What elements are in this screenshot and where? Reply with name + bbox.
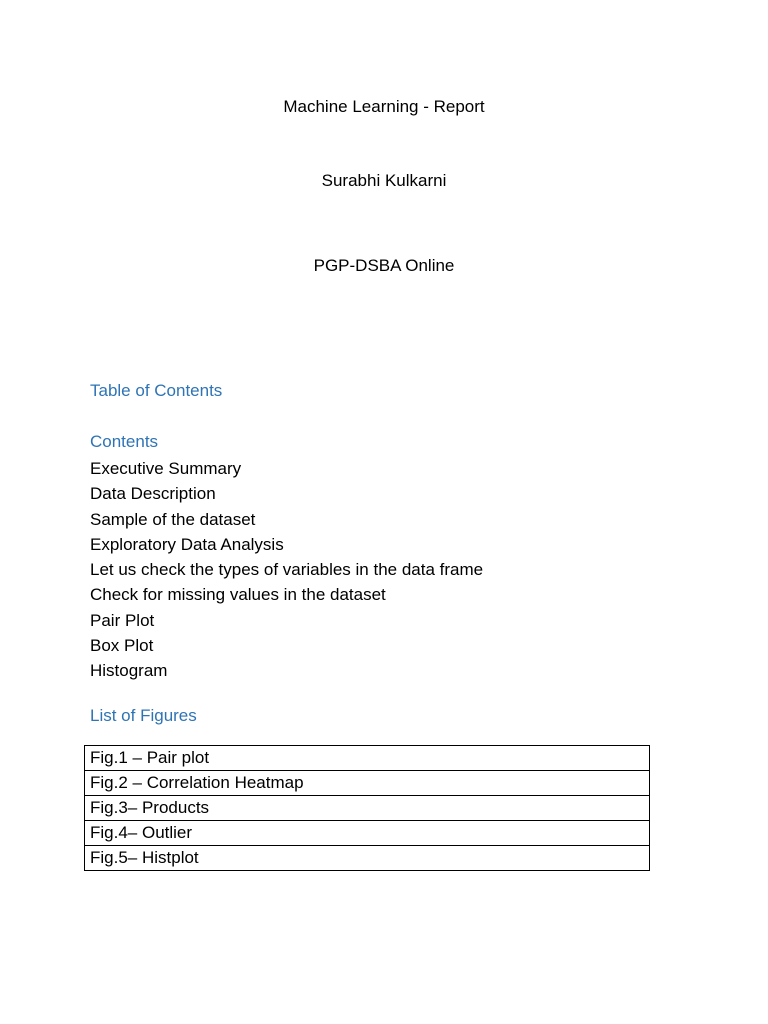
table-row bbox=[85, 746, 650, 771]
author-name: Surabhi Kulkarni bbox=[321, 171, 447, 190]
toc-list bbox=[90, 456, 483, 684]
toc-item-box-plot[interactable]: Box Plot bbox=[90, 636, 154, 656]
figure-entry-2: Fig.2 – Correlation Heatmap bbox=[85, 771, 650, 796]
toc-item-missing-values[interactable]: Check for missing values in the dataset bbox=[90, 585, 386, 605]
report-title: Machine Learning - Report bbox=[283, 97, 485, 116]
toc-item-exploratory-data-analysis[interactable]: Exploratory Data Analysis bbox=[90, 534, 284, 554]
figure-entry-1: Fig.1 – Pair plot bbox=[85, 746, 650, 771]
toc-item-sample-of-dataset[interactable]: Sample of the dataset bbox=[90, 509, 256, 529]
toc-heading: Table of Contents bbox=[90, 381, 223, 400]
table-row bbox=[85, 846, 650, 871]
toc-item-pair-plot[interactable]: Pair Plot bbox=[90, 610, 155, 630]
figure-entry-5: Fig.5– Histplot bbox=[85, 846, 650, 871]
toc-item-variable-types[interactable]: Let us check the types of variables in the data frame bbox=[90, 560, 484, 580]
toc-item-data-description[interactable]: Data Description bbox=[90, 484, 216, 504]
toc-item-histogram[interactable]: Histogram bbox=[90, 661, 168, 681]
table-row bbox=[85, 771, 650, 796]
contents-heading: Contents bbox=[90, 432, 159, 451]
figure-entry-3: Fig.3– Products bbox=[85, 796, 650, 821]
program-name: PGP-DSBA Online bbox=[313, 256, 455, 275]
table-row bbox=[85, 796, 650, 821]
table-row bbox=[85, 821, 650, 846]
figures-heading: List of Figures bbox=[90, 706, 197, 725]
list-of-figures-table bbox=[84, 745, 650, 871]
toc-item-executive-summary[interactable]: Executive Summary bbox=[90, 459, 242, 478]
figure-entry-4: Fig.4– Outlier bbox=[85, 821, 650, 846]
